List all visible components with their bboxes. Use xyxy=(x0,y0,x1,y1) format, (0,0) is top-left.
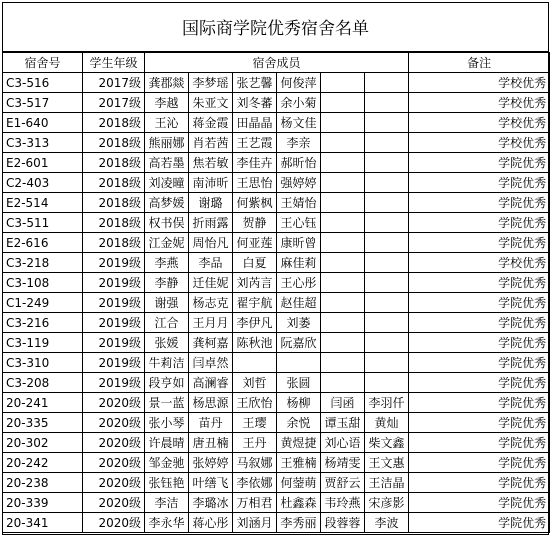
member-cell: 余小菊 xyxy=(277,93,321,113)
member-cell: 王婧怡 xyxy=(277,193,321,213)
table-row xyxy=(3,413,550,433)
member-cell xyxy=(365,153,409,173)
dorm-cell: C2-403 xyxy=(3,173,83,193)
member-cell xyxy=(365,213,409,233)
grade-cell: 2018级 xyxy=(83,233,145,253)
note-cell: 学校优秀 xyxy=(409,253,550,273)
member-cell: 焦若敏 xyxy=(189,153,233,173)
member-cell: 陈秋池 xyxy=(233,333,277,353)
note-cell: 学院优秀 xyxy=(409,193,550,213)
dorm-cell: C3-313 xyxy=(3,133,83,153)
member-cell: 李佳卉 xyxy=(233,153,277,173)
member-cell: 谢璐 xyxy=(189,193,233,213)
member-cell: 贾舒云 xyxy=(321,473,365,493)
note-cell: 学院优秀 xyxy=(409,393,550,413)
dorm-cell: E2-514 xyxy=(3,193,83,213)
member-cell: 张圆 xyxy=(277,373,321,393)
member-cell xyxy=(365,233,409,253)
member-cell xyxy=(321,173,365,193)
member-cell xyxy=(365,133,409,153)
member-cell: 万相君 xyxy=(233,493,277,513)
member-cell: 李燕 xyxy=(145,253,189,273)
member-cell xyxy=(321,213,365,233)
grade-cell: 2020级 xyxy=(83,413,145,433)
member-cell xyxy=(365,333,409,353)
note-cell: 学校优秀 xyxy=(409,133,550,153)
table-row xyxy=(3,373,550,393)
member-cell: 麻佳莉 xyxy=(277,253,321,273)
note-cell: 学院优秀 xyxy=(409,233,550,253)
member-cell: 王洁晶 xyxy=(365,473,409,493)
grade-cell: 2019级 xyxy=(83,313,145,333)
member-cell: 李秀丽 xyxy=(277,513,321,533)
member-cell xyxy=(321,193,365,213)
grade-cell: 2019级 xyxy=(83,373,145,393)
grade-cell: 2020级 xyxy=(83,493,145,513)
grade-cell: 2019级 xyxy=(83,293,145,313)
table-row xyxy=(3,513,550,533)
table-row xyxy=(3,113,550,133)
note-cell: 学院优秀 xyxy=(409,313,550,333)
table-row xyxy=(3,73,550,93)
member-cell: 黄煜捷 xyxy=(277,433,321,453)
member-cell: 张婷婷 xyxy=(189,453,233,473)
member-cell: 张钰艳 xyxy=(145,473,189,493)
dorm-cell: E2-601 xyxy=(3,153,83,173)
member-cell: 杜鑫森 xyxy=(277,493,321,513)
member-cell xyxy=(321,73,365,93)
member-cell: 李依娜 xyxy=(233,473,277,493)
dorm-table xyxy=(2,52,550,533)
grade-cell: 2018级 xyxy=(83,153,145,173)
member-cell: 王思怡 xyxy=(233,173,277,193)
table-row xyxy=(3,433,550,453)
member-cell: 权书俣 xyxy=(145,213,189,233)
note-cell: 学院优秀 xyxy=(409,513,550,533)
grade-cell: 2020级 xyxy=(83,393,145,413)
member-cell: 南沛昕 xyxy=(189,173,233,193)
grade-cell: 2019级 xyxy=(83,333,145,353)
member-cell: 李亲 xyxy=(277,133,321,153)
dorm-cell: E1-640 xyxy=(3,113,83,133)
member-cell: 王丹 xyxy=(233,433,277,453)
member-cell: 肖若茜 xyxy=(189,133,233,153)
member-cell xyxy=(365,253,409,273)
member-cell: 谭玉甜 xyxy=(321,413,365,433)
member-cell xyxy=(233,353,277,373)
member-cell: 龚郡燚 xyxy=(145,73,189,93)
sheet-title: 国际商学院优秀宿舍名单 xyxy=(2,2,549,52)
member-cell: 刘哲 xyxy=(233,373,277,393)
note-cell: 学院优秀 xyxy=(409,413,550,433)
member-cell: 白夏 xyxy=(233,253,277,273)
member-cell: 李伊凡 xyxy=(233,313,277,333)
note-cell: 学校优秀 xyxy=(409,113,550,133)
dorm-cell: 20-341 xyxy=(3,513,83,533)
member-cell xyxy=(321,153,365,173)
member-cell: 折雨露 xyxy=(189,213,233,233)
dorm-cell: C3-216 xyxy=(3,313,83,333)
grade-cell: 2017级 xyxy=(83,93,145,113)
member-cell: 刘涵月 xyxy=(233,513,277,533)
dorm-cell: E2-616 xyxy=(3,233,83,253)
member-cell: 谢强 xyxy=(145,293,189,313)
member-cell: 杨靖雯 xyxy=(321,453,365,473)
member-cell: 江金妮 xyxy=(145,233,189,253)
member-cell xyxy=(365,373,409,393)
member-cell: 刘心语 xyxy=(321,433,365,453)
table-row xyxy=(3,353,550,373)
member-cell: 牛莉洁 xyxy=(145,353,189,373)
member-cell xyxy=(365,273,409,293)
member-cell xyxy=(321,113,365,133)
member-cell: 贺静 xyxy=(233,213,277,233)
header-grade: 学生年级 xyxy=(83,53,145,73)
member-cell xyxy=(321,273,365,293)
dorm-cell: C3-516 xyxy=(3,73,83,93)
member-cell xyxy=(365,173,409,193)
member-cell: 李越 xyxy=(145,93,189,113)
member-cell: 叶缮飞 xyxy=(189,473,233,493)
member-cell: 王心彤 xyxy=(277,273,321,293)
note-cell: 学院优秀 xyxy=(409,213,550,233)
note-cell: 学院优秀 xyxy=(409,153,550,173)
member-cell: 苗丹 xyxy=(189,413,233,433)
grade-cell: 2020级 xyxy=(83,473,145,493)
member-cell: 田晶晶 xyxy=(233,113,277,133)
note-cell: 学校优秀 xyxy=(409,73,550,93)
dorm-cell: C3-108 xyxy=(3,273,83,293)
grade-cell: 2018级 xyxy=(83,213,145,233)
member-cell: 李永华 xyxy=(145,513,189,533)
member-cell: 余悦 xyxy=(277,413,321,433)
table-row xyxy=(3,133,550,153)
member-cell xyxy=(321,333,365,353)
grade-cell: 2018级 xyxy=(83,113,145,133)
dorm-cell: C3-208 xyxy=(3,373,83,393)
member-cell: 张小琴 xyxy=(145,413,189,433)
table-row xyxy=(3,153,550,173)
member-cell: 王璎 xyxy=(233,413,277,433)
member-cell: 赵佳超 xyxy=(277,293,321,313)
member-cell: 李品 xyxy=(189,253,233,273)
member-cell: 杨文佳 xyxy=(277,113,321,133)
member-cell: 闫函 xyxy=(321,393,365,413)
member-cell: 许晨晴 xyxy=(145,433,189,453)
member-cell: 龚柯嘉 xyxy=(189,333,233,353)
member-cell: 杨思源 xyxy=(189,393,233,413)
table-row xyxy=(3,333,550,353)
member-cell xyxy=(321,133,365,153)
member-cell: 李梦瑶 xyxy=(189,73,233,93)
dorm-cell: C1-249 xyxy=(3,293,83,313)
header-note: 备注 xyxy=(409,53,550,73)
dorm-cell: 20-242 xyxy=(3,453,83,473)
member-cell: 张媛 xyxy=(145,333,189,353)
member-cell xyxy=(365,113,409,133)
member-cell: 何俊萍 xyxy=(277,73,321,93)
member-cell: 王月月 xyxy=(189,313,233,333)
table-row xyxy=(3,473,550,493)
grade-cell: 2019级 xyxy=(83,273,145,293)
note-cell: 学院优秀 xyxy=(409,433,550,453)
grade-cell: 2017级 xyxy=(83,73,145,93)
table-row xyxy=(3,253,550,273)
member-cell: 王雅楠 xyxy=(277,453,321,473)
dorm-cell: 20-339 xyxy=(3,493,83,513)
member-cell: 高梦媛 xyxy=(145,193,189,213)
table-row xyxy=(3,93,550,113)
member-cell: 何紫枫 xyxy=(233,193,277,213)
member-cell: 韦玲燕 xyxy=(321,493,365,513)
member-cell xyxy=(321,353,365,373)
member-cell xyxy=(365,353,409,373)
member-cell: 刘萎 xyxy=(277,313,321,333)
member-cell: 邹金驰 xyxy=(145,453,189,473)
table-row xyxy=(3,213,550,233)
member-cell xyxy=(277,353,321,373)
member-cell: 王文惠 xyxy=(365,453,409,473)
member-cell: 强婷婷 xyxy=(277,173,321,193)
member-cell xyxy=(365,193,409,213)
note-cell: 学院优秀 xyxy=(409,173,550,193)
note-cell: 学院优秀 xyxy=(409,373,550,393)
note-cell: 学院优秀 xyxy=(409,293,550,313)
member-cell: 阮嘉欣 xyxy=(277,333,321,353)
member-cell: 蒋心彤 xyxy=(189,513,233,533)
dorm-cell: C3-310 xyxy=(3,353,83,373)
table-row xyxy=(3,453,550,473)
member-cell: 杨柳 xyxy=(277,393,321,413)
member-cell: 王欣怡 xyxy=(233,393,277,413)
grade-cell: 2019级 xyxy=(83,253,145,273)
note-cell: 学院优秀 xyxy=(409,353,550,373)
grade-cell: 2020级 xyxy=(83,513,145,533)
dorm-cell: C3-511 xyxy=(3,213,83,233)
member-cell: 李羽仟 xyxy=(365,393,409,413)
dorm-cell: C3-119 xyxy=(3,333,83,353)
member-cell: 闫卓然 xyxy=(189,353,233,373)
dorm-cell: C3-218 xyxy=(3,253,83,273)
table-row xyxy=(3,493,550,513)
member-cell: 高澜睿 xyxy=(189,373,233,393)
note-cell: 学院优秀 xyxy=(409,493,550,513)
member-cell: 李洁 xyxy=(145,493,189,513)
member-cell xyxy=(365,93,409,113)
member-cell: 江合 xyxy=(145,313,189,333)
member-cell: 李静 xyxy=(145,273,189,293)
member-cell: 李璐冰 xyxy=(189,493,233,513)
member-cell: 周怡凡 xyxy=(189,233,233,253)
note-cell: 学院优秀 xyxy=(409,473,550,493)
member-cell: 杨志克 xyxy=(189,293,233,313)
member-cell xyxy=(365,313,409,333)
member-cell: 王艺霞 xyxy=(233,133,277,153)
member-cell xyxy=(321,293,365,313)
member-cell: 黄灿 xyxy=(365,413,409,433)
table-row xyxy=(3,233,550,253)
grade-cell: 2018级 xyxy=(83,173,145,193)
note-cell: 学院优秀 xyxy=(409,333,550,353)
member-cell: 郝昕怡 xyxy=(277,153,321,173)
table-row xyxy=(3,273,550,293)
table-row xyxy=(3,173,550,193)
member-cell: 李波 xyxy=(365,513,409,533)
member-cell: 迁佳妮 xyxy=(189,273,233,293)
member-cell: 马叙娜 xyxy=(233,453,277,473)
member-cell: 何蓥萌 xyxy=(277,473,321,493)
member-cell: 宋彦影 xyxy=(365,493,409,513)
dorm-cell: 20-238 xyxy=(3,473,83,493)
member-cell: 刘芮言 xyxy=(233,273,277,293)
note-cell: 学院优秀 xyxy=(409,453,550,473)
table-row xyxy=(3,293,550,313)
member-cell xyxy=(365,293,409,313)
note-cell: 学校优秀 xyxy=(409,93,550,113)
member-cell xyxy=(365,73,409,93)
member-cell: 景一蓝 xyxy=(145,393,189,413)
member-cell: 翟宇航 xyxy=(233,293,277,313)
member-cell: 王心钰 xyxy=(277,213,321,233)
grade-cell: 2018级 xyxy=(83,133,145,153)
dorm-cell: C3-517 xyxy=(3,93,83,113)
note-cell: 学院优秀 xyxy=(409,273,550,293)
member-cell: 刘凌曈 xyxy=(145,173,189,193)
member-cell: 蒋金霞 xyxy=(189,113,233,133)
member-cell: 王沁 xyxy=(145,113,189,133)
dorm-cell: 20-335 xyxy=(3,413,83,433)
member-cell xyxy=(321,93,365,113)
grade-cell: 2018级 xyxy=(83,193,145,213)
dorm-cell: 20-302 xyxy=(3,433,83,453)
header-row xyxy=(3,53,550,73)
member-cell xyxy=(321,313,365,333)
grade-cell: 2020级 xyxy=(83,453,145,473)
member-cell: 刘冬蕃 xyxy=(233,93,277,113)
table-row xyxy=(3,193,550,213)
member-cell: 朱亚文 xyxy=(189,93,233,113)
grade-cell: 2019级 xyxy=(83,353,145,373)
grade-cell: 2020级 xyxy=(83,433,145,453)
member-cell: 段蓉蓉 xyxy=(321,513,365,533)
member-cell xyxy=(321,373,365,393)
member-cell: 张艺馨 xyxy=(233,73,277,93)
header-members: 宿舍成员 xyxy=(145,53,409,73)
member-cell: 唐丑楠 xyxy=(189,433,233,453)
dorm-cell: 20-241 xyxy=(3,393,83,413)
member-cell: 柴文鑫 xyxy=(365,433,409,453)
member-cell: 何亚莲 xyxy=(233,233,277,253)
member-cell: 段亨如 xyxy=(145,373,189,393)
member-cell: 高若墨 xyxy=(145,153,189,173)
header-dorm: 宿舍号 xyxy=(3,53,83,73)
member-cell: 康昕曾 xyxy=(277,233,321,253)
table-row xyxy=(3,313,550,333)
member-cell: 熊丽娜 xyxy=(145,133,189,153)
member-cell xyxy=(321,253,365,273)
member-cell xyxy=(321,233,365,253)
table-row xyxy=(3,393,550,413)
